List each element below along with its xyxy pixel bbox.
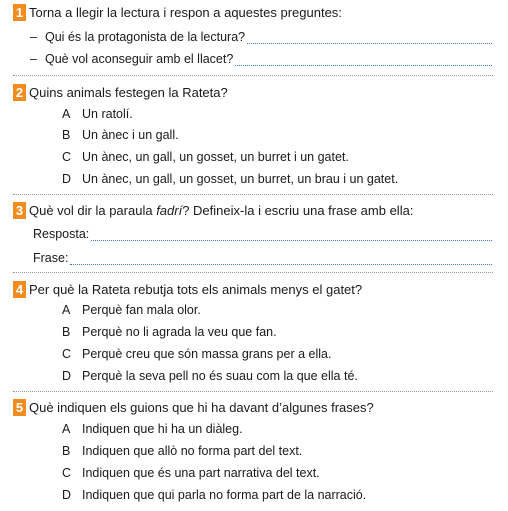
prompt-text: Què vol aconseguir amb el llacet? bbox=[45, 52, 234, 66]
sentence-label: Frase: bbox=[33, 251, 69, 265]
option-text: Indiquen que allò no forma part del text. bbox=[82, 444, 303, 458]
option-letter: C bbox=[62, 466, 72, 480]
option-d[interactable] bbox=[62, 171, 398, 187]
option-d[interactable] bbox=[62, 487, 366, 503]
question-1-heading bbox=[13, 3, 342, 21]
option-letter: C bbox=[62, 347, 72, 361]
dotted-answer-line[interactable] bbox=[70, 254, 492, 265]
option-a[interactable] bbox=[62, 302, 201, 318]
question-number-badge: 2 bbox=[13, 84, 26, 101]
question-number-badge: 4 bbox=[13, 281, 26, 298]
option-a[interactable] bbox=[62, 421, 243, 437]
question-text-part: ? Defineix-la i escriu una frase amb ella: bbox=[182, 202, 414, 218]
option-text: Un ànec i un gall. bbox=[82, 128, 179, 142]
question-3-heading bbox=[13, 201, 413, 219]
question-2-heading bbox=[13, 83, 228, 101]
option-letter: B bbox=[62, 325, 71, 339]
option-a[interactable] bbox=[62, 106, 133, 122]
option-text: Perquè fan mala olor. bbox=[82, 303, 201, 317]
answer-line-1[interactable] bbox=[30, 28, 492, 44]
option-c[interactable] bbox=[62, 346, 331, 362]
separator bbox=[13, 75, 493, 76]
option-letter: B bbox=[62, 444, 71, 458]
option-letter: C bbox=[62, 150, 72, 164]
question-keyword: fadrí bbox=[156, 202, 183, 218]
option-text: Un ànec, un gall, un gosset, un burret i un gatet. bbox=[82, 150, 349, 164]
option-letter: B bbox=[62, 128, 71, 142]
question-number-badge: 5 bbox=[13, 399, 26, 416]
question-number-badge: 3 bbox=[13, 202, 26, 219]
dash: – bbox=[30, 52, 37, 66]
option-letter: A bbox=[62, 422, 71, 436]
option-letter: A bbox=[62, 107, 71, 121]
option-text: Perquè no li agrada la veu que fan. bbox=[82, 325, 277, 339]
option-letter: A bbox=[62, 303, 71, 317]
question-5-heading bbox=[13, 398, 374, 416]
option-text: Perquè creu que són massa grans per a ella. bbox=[82, 347, 332, 361]
answer-line-response[interactable] bbox=[33, 225, 492, 241]
dotted-answer-line[interactable] bbox=[247, 33, 492, 44]
prompt-text: Qui és la protagonista de la lectura? bbox=[45, 30, 246, 44]
option-text: Indiquen que qui parla no forma part de la narració. bbox=[82, 488, 367, 502]
option-c[interactable] bbox=[62, 149, 349, 165]
answer-label: Resposta: bbox=[33, 227, 90, 241]
option-letter: D bbox=[62, 369, 72, 383]
question-text: Quins animals festegen la Rateta? bbox=[29, 84, 228, 100]
option-text: Un ànec, un gall, un gosset, un burret, un brau i un gatet. bbox=[82, 172, 399, 186]
question-text bbox=[29, 203, 413, 218]
answer-line-2[interactable] bbox=[30, 50, 492, 66]
option-b[interactable] bbox=[62, 127, 179, 143]
dotted-answer-line[interactable] bbox=[235, 55, 492, 66]
question-text: Torna a llegir la lectura i respon a aquestes preguntes: bbox=[29, 4, 342, 20]
option-b[interactable] bbox=[62, 324, 277, 340]
separator bbox=[13, 194, 493, 195]
question-text: Què indiquen els guions que hi ha davant d’algunes frases? bbox=[29, 399, 374, 415]
question-number-badge: 1 bbox=[13, 4, 26, 21]
question-text-part: Què vol dir la paraula bbox=[29, 202, 157, 218]
answer-line-sentence[interactable] bbox=[33, 249, 492, 265]
option-d[interactable] bbox=[62, 368, 358, 384]
question-4-heading bbox=[13, 280, 362, 298]
option-text: Indiquen que hi ha un diàleg. bbox=[82, 422, 243, 436]
dotted-answer-line[interactable] bbox=[91, 230, 492, 241]
option-letter: D bbox=[62, 488, 72, 502]
dash: – bbox=[30, 30, 37, 44]
separator bbox=[13, 272, 493, 273]
option-text: Indiquen que és una part narrativa del text. bbox=[82, 466, 320, 480]
option-c[interactable] bbox=[62, 465, 320, 481]
option-text: Perquè la seva pell no és suau com la que ella té. bbox=[82, 369, 358, 383]
separator bbox=[13, 391, 493, 392]
option-letter: D bbox=[62, 172, 72, 186]
question-text: Per què la Rateta rebutja tots els animals menys el gatet? bbox=[29, 281, 363, 297]
option-b[interactable] bbox=[62, 443, 302, 459]
option-text: Un ratolí. bbox=[82, 107, 133, 121]
